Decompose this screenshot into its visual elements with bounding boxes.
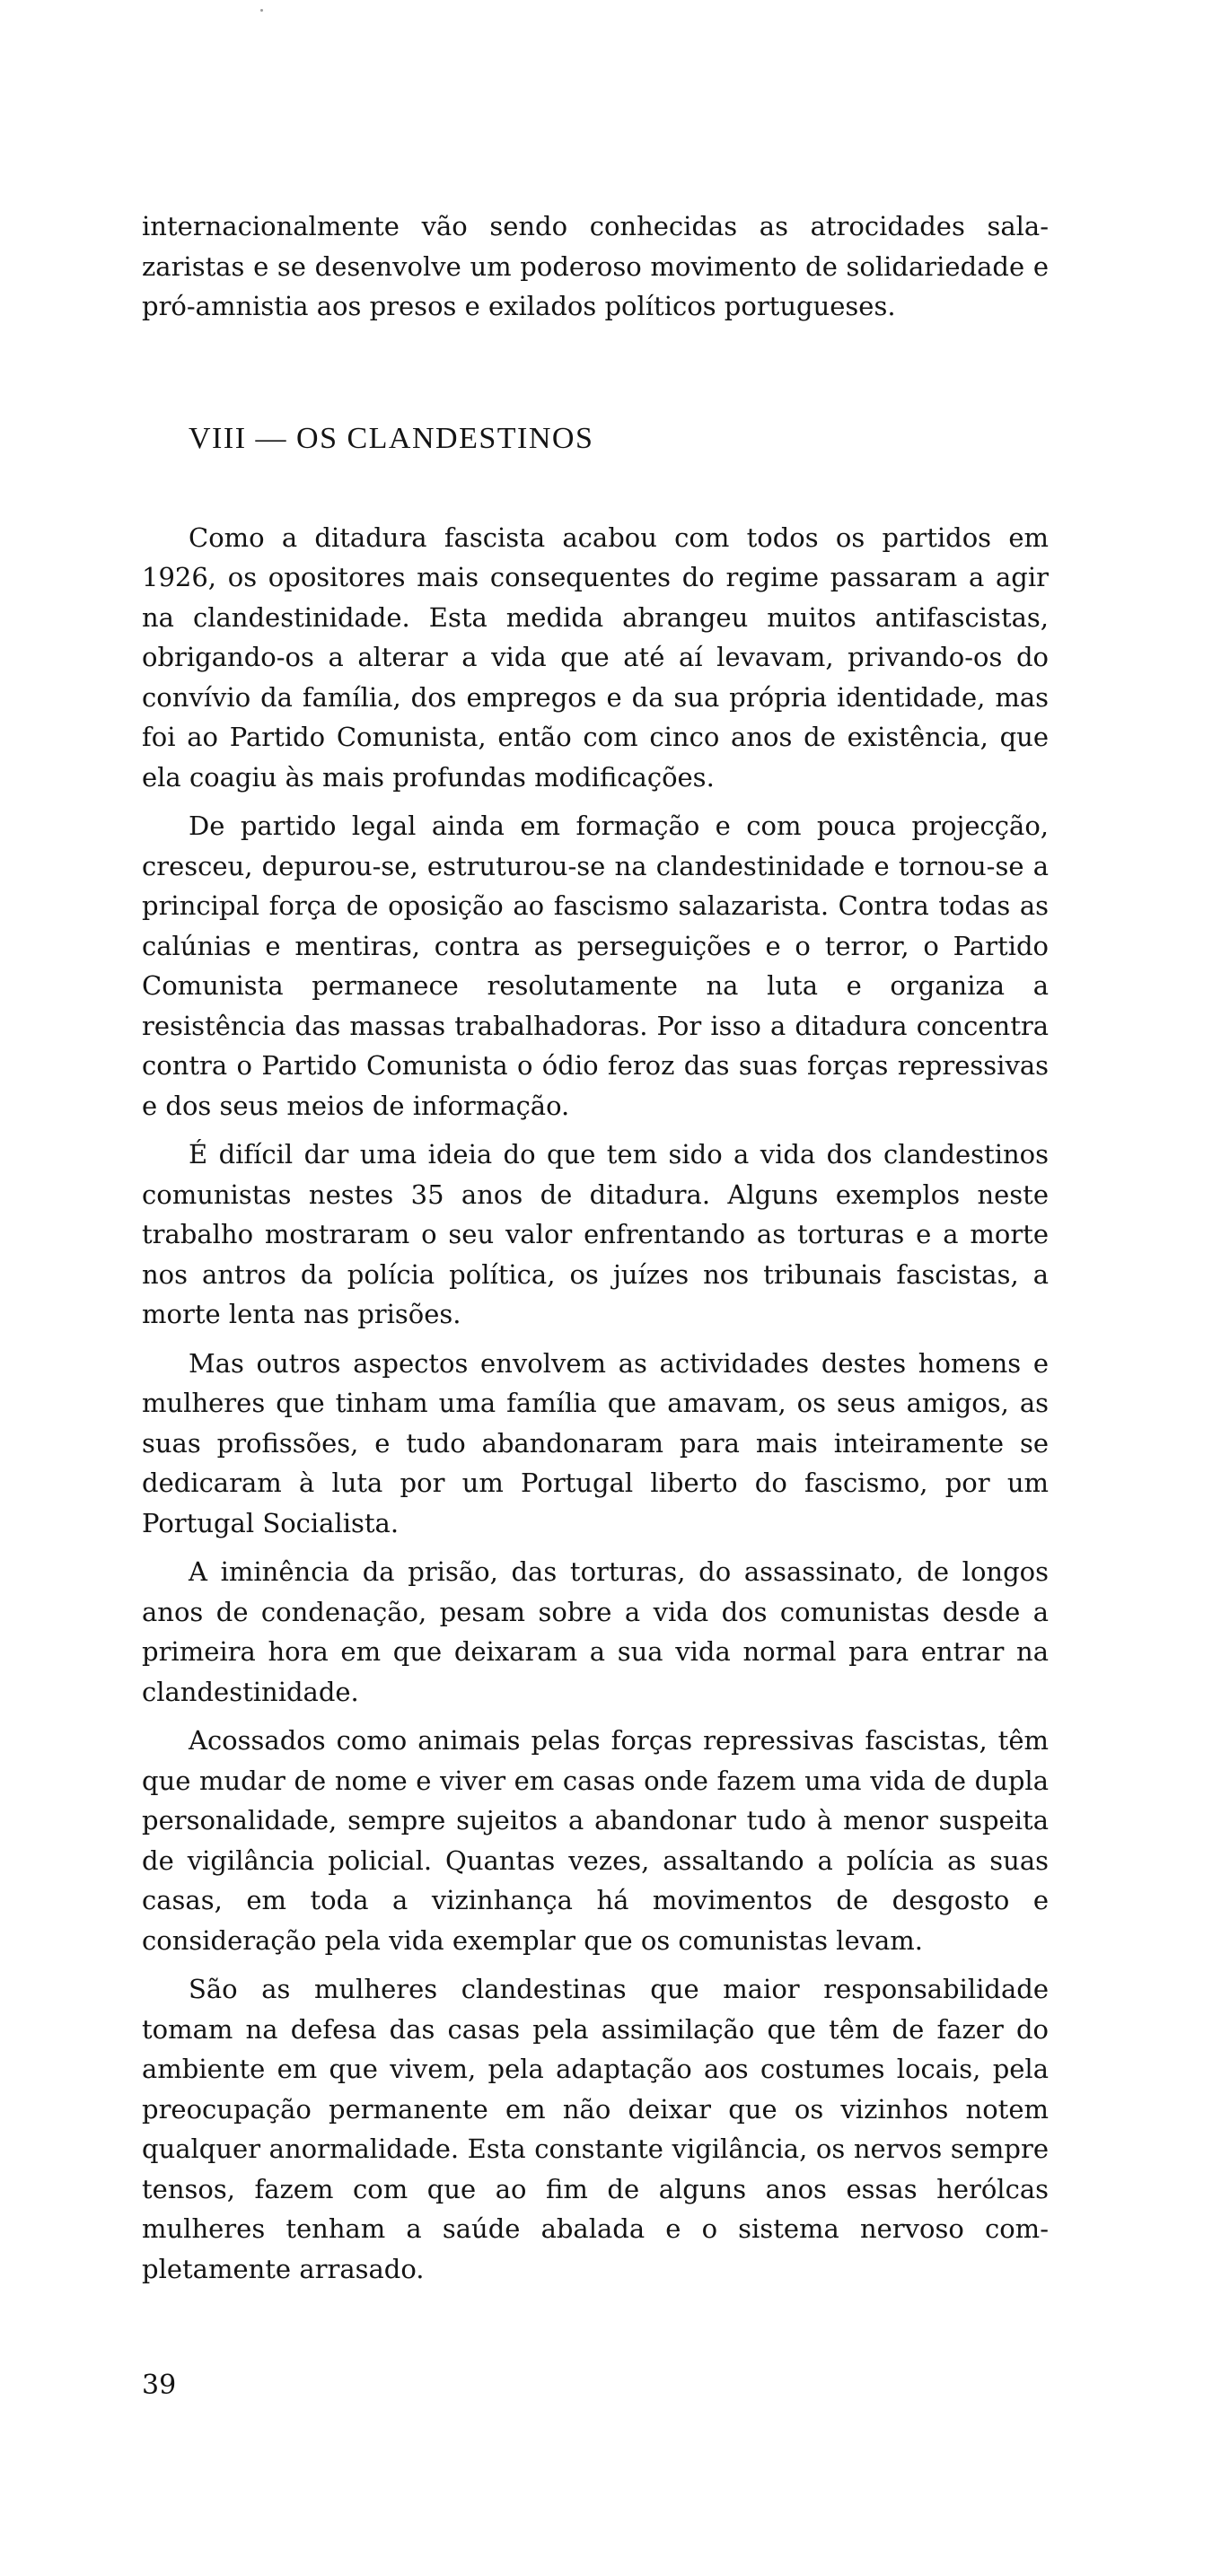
paragraph-2: De partido legal ainda em formação e com pouca projecção, cresceu, depurou-se, estruturou-se na clandestinidade e tornou-se a principal força de oposição ao fascismo salazarista. Contra todas as calúnias e mentiras, contra as perseguições e o terror, o Partido Comunista permanece resolutamente na luta e organiza a resistência das massas trabalhadoras. Por isso a ditadura concentra contra o Partido Comunista o ódio feroz das suas forças repressivas e dos seus meios de informação.	[142, 810, 1049, 1121]
scan-speck	[260, 9, 263, 12]
section-title: VIII — OS CLANDESTINOS	[189, 421, 594, 455]
page-number: 39	[142, 2370, 177, 2401]
page-body	[142, 206, 1049, 2298]
paragraph-5: A iminência da prisão, das torturas, do assassinato, de longos anos de condenação, pesam sobre a vida dos comunistas desde a primeira hora em que deixaram a sua vida normal para entrar na clandestinidade.	[142, 1556, 1049, 1707]
paragraph-6: Acossados como animais pelas forças repressivas fascistas, têm que mudar de nome e viver em casas onde fazem uma vida de dupla personalidade, sempre sujeitos a abandonar tudo à menor suspeita de vigilância policial. Quantas vezes, assaltando a polícia as suas casas, em toda a vizinhança há movimentos de desgosto e consideração pela vida exemplar que os comunistas levam.	[142, 1725, 1049, 1956]
paragraph-7: São as mulheres clandestinas que maior responsabilidade tomam na defesa das casas pela assimilação que têm de fazer do ambiente em que vivem, pela adaptação aos costumes locais, pela preocupação permanente em não deixar que os vizinhos notem qualquer anormalidade. Esta constante vigilância, os nervos sempre tensos, fazem com que ao fim de alguns anos essas herólcas mulheres tenham a saúde abalada e o sistema nervoso completamente arrasado.	[142, 1974, 1049, 2284]
intro-paragraph: internacionalmente vão sendo conhecidas as atrocidades salazaristas e se desenvolve um poderoso movimento de solidariedade e pró-amnistia aos presos e exilados políticos portugueses.	[142, 211, 1049, 321]
paragraph-3: É difícil dar uma ideia do que tem sido a vida dos clandestinos comunistas nestes 35 anos de ditadura. Alguns exemplos neste trabalho mostraram o seu valor enfrentando as torturas e a morte nos antros da polícia política, os juízes nos tribunais fascistas, a morte lenta nas prisões.	[142, 1139, 1049, 1329]
paragraph-4: Mas outros aspectos envolvem as actividades destes homens e mulheres que tinham uma família que amavam, os seus amigos, as suas profissões, e tudo abandonaram para mais inteiramente se dedicaram à luta por um Portugal liberto do fascismo, por um Portugal Socialista.	[142, 1347, 1049, 1538]
paragraph-1: Como a ditadura fascista acabou com todos os partidos em 1926, os opositores mais consequentes do regime passaram a agir na clandestinidade. Esta medida abrangeu muitos antifascistas, obrigando-os a alterar a vida que até aí levavam, privando-os do convívio da família, dos empregos e da sua própria identidade, mas foi ao Partido Comunista, então com cinco anos de existência, que ela coagiu às mais profundas modificações.	[142, 521, 1049, 793]
